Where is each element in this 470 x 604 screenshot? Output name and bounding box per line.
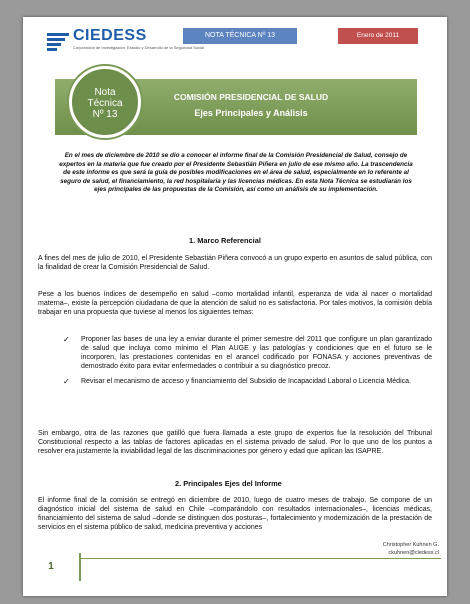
list-item xyxy=(63,335,432,371)
section-1-paragraph-2: Pese a los buenos índices de desempeño en salud –como mortalidad infantil, esperanza de vida al nacer o mortalidad materna–, existe la percepción ciudadana de que la atención de salud no es satisfactoria. Por tales motivos, la comisión debía trabajar en una propuesta que tuviese al menos los siguientes temas: xyxy=(38,291,432,316)
date-tab: Enero de 2011 xyxy=(338,28,418,44)
list-item xyxy=(63,377,432,386)
badge-line-3: Nº 13 xyxy=(92,109,118,120)
section-1-paragraph-1: A fines del mes de julio de 2010, el Presidente Sebastián Piñera convocó a un grupo experto en asuntos de salud pública, con la finalidad de crear la Comisión Presidencial de Salud. xyxy=(38,255,432,271)
intro-paragraph: En el mes de diciembre de 2010 se dio a conocer el informe final de la Comisión Presidencial de Salud, consejo de expertos en la materia que fue creado por el Presidente Sebastián Piñera en julio de ese mismo año. La trascendencia de este informe es que será la guía de posibles modificaciones en el área de salud, especialmente en lo referente al seguro de salud, el financiamiento, la red hospitalaria y las licencias médicas. En esta Nota Técnica se estudiarán los ejes principales de las propuestas de la Comisión, así como un análisis de su implementación. xyxy=(59,152,413,194)
nota-tecnica-badge xyxy=(69,66,141,138)
section-1-bullet-list xyxy=(63,335,432,392)
section-1-paragraph-3: Sin embargo, otra de las razones que gatilló que fuera llamada a este grupo de expertos fue la resolución del Tribunal Constitucional respecto a las tablas de factores aplicadas en el sistema privado de salud. Por lo que uno de los puntos a resolver era justamente la inviabilidad legal de las discriminaciones por género y edad que aplican las ISAPRE. xyxy=(38,430,432,455)
author-email[interactable]: ckuhnen@ciedess.cl xyxy=(388,550,439,556)
bullet-text: Proponer las bases de una ley a enviar durante el primer semestre del 2011 que configure un plan garantizado de salud que incluya como mínimo el Plan AUGE y las patologías y condiciones que en el futuro se le incorporen, las prestaciones contenidas en el arancel codificado por FONASA y acciones preventivas de demostrado éxito para evitar enfermedades o contribuir a su diagnóstico precoz. xyxy=(81,336,432,370)
ciedess-logo-icon xyxy=(45,30,71,52)
checkmark-icon: ✓ xyxy=(63,335,70,344)
checkmark-icon: ✓ xyxy=(63,377,70,386)
author-info xyxy=(383,541,439,557)
document-page xyxy=(23,17,447,596)
section-1-heading: 1. Marco Referencial xyxy=(189,236,261,245)
ciedess-logo xyxy=(45,27,204,57)
nota-tecnica-tab: NOTA TÉCNICA Nº 13 xyxy=(183,28,297,44)
bullet-text: Revisar el mecanismo de acceso y financiamiento del Subsidio de Incapacidad Laboral o Licencia Médica. xyxy=(81,378,411,385)
section-2-heading: 2. Principales Ejes del Informe xyxy=(175,479,282,488)
banner-subtitle: Ejes Principales y Análisis xyxy=(194,108,308,118)
footer-divider xyxy=(81,558,441,559)
logo-subtitle: Corporación de Investigación, Estudio y Desarrollo de la Seguridad Social xyxy=(73,45,204,50)
badge-line-2: Técnica xyxy=(87,98,123,109)
section-2-paragraph-1: El informe final de la comisión se entregó en diciembre de 2010, luego de cuatro meses de trabajo. Se compone de un diagnóstico inicial del sistema de salud en Chile –comparándolo con resultados internacionales–, licencias médicas, financiamiento del sistema de salud –donde se distinguen dos posturas–, fortalecimiento y modernización de la prestación de servicios en el sistema público de salud, medicina preventiva y acciones xyxy=(38,497,432,531)
page-number: 1 xyxy=(23,553,81,581)
author-name: Christopher Kuhnen G. xyxy=(382,542,439,548)
logo-text: CIEDESS xyxy=(73,27,147,44)
badge-line-1: Nota xyxy=(94,87,116,98)
banner-title: COMISIÓN PRESIDENCIAL DE SALUD xyxy=(173,92,329,102)
